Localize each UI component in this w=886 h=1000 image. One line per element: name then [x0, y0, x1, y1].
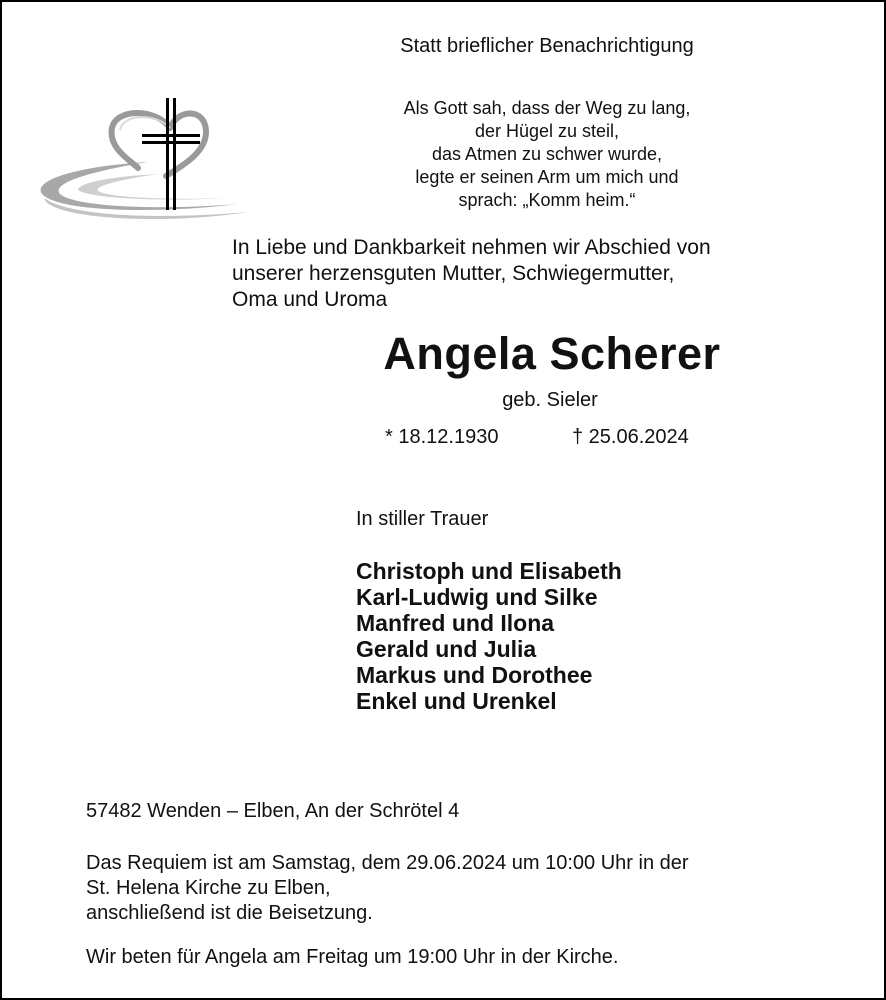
requiem-line: Das Requiem ist am Samstag, dem 29.06.2024 um 10:00 Uhr in der: [86, 852, 689, 874]
poem: [332, 97, 762, 212]
intro-line: unserer herzensguten Mutter, Schwiegermutter,: [232, 262, 675, 285]
intro-text: [232, 235, 711, 313]
death-date: † 25.06.2024: [572, 426, 689, 448]
address: 57482 Wenden – Elben, An der Schrötel 4: [86, 800, 460, 822]
mourner-item: Manfred und Ilona: [356, 610, 555, 636]
intro-line: In Liebe und Dankbarkeit nehmen wir Abschied von: [232, 236, 711, 259]
mourning-label: In stiller Trauer: [356, 508, 489, 530]
header-note: Statt brieflicher Benachrichtigung: [400, 35, 694, 57]
mourner-item: Markus und Dorothee: [356, 662, 593, 688]
mourner-item: Christoph und Elisabeth: [356, 558, 622, 584]
deceased-name: Angela Scherer: [383, 328, 721, 379]
requiem-line: St. Helena Kirche zu Elben,: [86, 877, 331, 899]
poem-line: das Atmen zu schwer wurde,: [431, 144, 663, 164]
requiem-line: anschließend ist die Beisetzung.: [86, 902, 373, 924]
poem-line: Als Gott sah, dass der Weg zu lang,: [403, 98, 691, 118]
intro-line: Oma und Uroma: [232, 288, 388, 311]
poem-line: legte er seinen Arm um mich und: [415, 167, 679, 187]
birth-date: * 18.12.1930: [385, 426, 499, 448]
mourner-item: Karl-Ludwig und Silke: [356, 584, 598, 610]
mourner-item: Enkel und Urenkel: [356, 688, 557, 714]
birth-name: geb. Sieler: [502, 389, 598, 411]
heart-cross-icon: [38, 94, 263, 234]
requiem-info: [86, 851, 689, 926]
mourner-item: Gerald und Julia: [356, 636, 537, 662]
mourners-list: [356, 558, 622, 714]
prayer-info: Wir beten für Angela am Freitag um 19:00 Uhr in der Kirche.: [86, 946, 619, 968]
poem-line: sprach: „Komm heim.“: [458, 190, 636, 210]
poem-line: der Hügel zu steil,: [474, 121, 620, 141]
